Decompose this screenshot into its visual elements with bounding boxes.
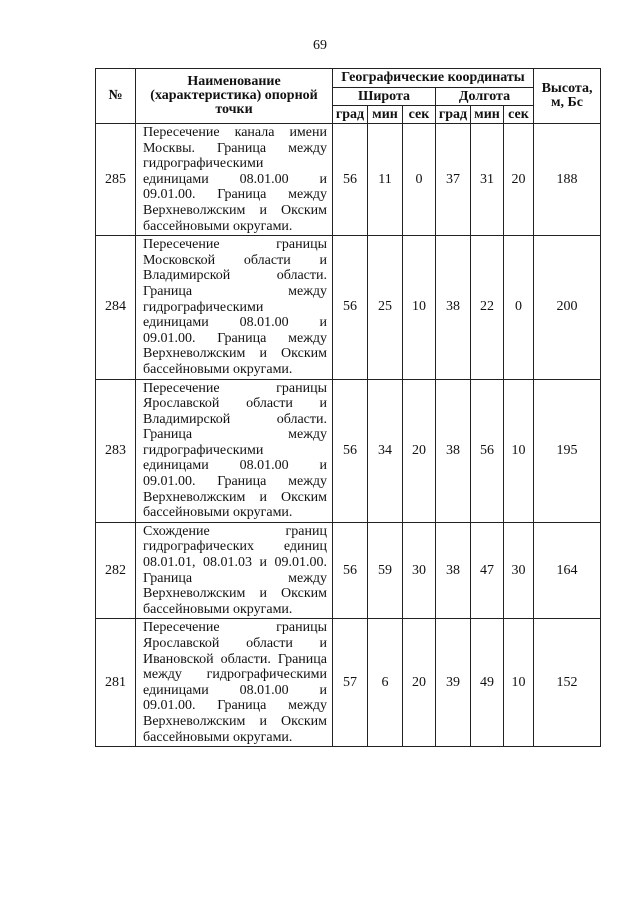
header-lon-deg: град xyxy=(436,106,471,124)
lat-sec: 20 xyxy=(403,619,436,747)
table-row xyxy=(96,379,601,522)
lon-deg: 38 xyxy=(436,379,471,522)
lat-min: 34 xyxy=(368,379,403,522)
row-description: Пересечение канала имени Москвы. Граница между гидрографическими единицами 08.01.00 и 09.01.00. Граница между Верхневолжским и Окским бассейновыми округами. xyxy=(136,124,333,236)
lat-min: 25 xyxy=(368,236,403,379)
table-row xyxy=(96,522,601,619)
lon-deg: 38 xyxy=(436,522,471,619)
lon-sec: 10 xyxy=(504,379,534,522)
lon-sec: 30 xyxy=(504,522,534,619)
row-height: 195 xyxy=(534,379,601,522)
row-number: 281 xyxy=(96,619,136,747)
header-height: Высота, м, Бс xyxy=(534,69,601,124)
lon-min: 22 xyxy=(471,236,504,379)
row-height: 188 xyxy=(534,124,601,236)
row-number: 284 xyxy=(96,236,136,379)
header-lon-min: мин xyxy=(471,106,504,124)
header-lat-deg: град xyxy=(333,106,368,124)
row-number: 285 xyxy=(96,124,136,236)
header-lon-sec: сек xyxy=(504,106,534,124)
row-description: Пересечение границы Московской области и Владимирской области. Граница между гидрографическими единицами 08.01.00 и 09.01.00. Граница между Верхневолжским и Окским бассейновыми округами. xyxy=(136,236,333,379)
header-longitude: Долгота xyxy=(436,88,534,106)
lon-min: 47 xyxy=(471,522,504,619)
header-coordinates: Географические координаты xyxy=(333,69,534,88)
lat-sec: 0 xyxy=(403,124,436,236)
lat-min: 6 xyxy=(368,619,403,747)
lat-deg: 56 xyxy=(333,124,368,236)
lon-sec: 10 xyxy=(504,619,534,747)
lat-sec: 10 xyxy=(403,236,436,379)
row-height: 152 xyxy=(534,619,601,747)
lon-min: 31 xyxy=(471,124,504,236)
lat-sec: 20 xyxy=(403,379,436,522)
lat-deg: 56 xyxy=(333,379,368,522)
lon-deg: 38 xyxy=(436,236,471,379)
lon-min: 56 xyxy=(471,379,504,522)
table-row xyxy=(96,619,601,747)
header-latitude: Широта xyxy=(333,88,436,106)
lat-sec: 30 xyxy=(403,522,436,619)
row-description: Пересечение границы Ярославской области и Ивановской области. Граница между гидрографическими единицами 08.01.00 и 09.01.00. Граница между Верхневолжским и Окским бассейновыми округами. xyxy=(136,619,333,747)
lat-min: 11 xyxy=(368,124,403,236)
header-number: № xyxy=(96,69,136,124)
table-row xyxy=(96,236,601,379)
table-row xyxy=(96,124,601,236)
lat-deg: 56 xyxy=(333,522,368,619)
row-height: 200 xyxy=(534,236,601,379)
lat-min: 59 xyxy=(368,522,403,619)
lat-deg: 56 xyxy=(333,236,368,379)
lon-sec: 20 xyxy=(504,124,534,236)
lon-deg: 39 xyxy=(436,619,471,747)
page-number: 69 xyxy=(313,38,327,53)
reference-points-table xyxy=(95,68,601,747)
row-number: 283 xyxy=(96,379,136,522)
lat-deg: 57 xyxy=(333,619,368,747)
header-lat-min: мин xyxy=(368,106,403,124)
header-lat-sec: сек xyxy=(403,106,436,124)
row-description: Схождение границ гидрографических единиц 08.01.01, 08.01.03 и 09.01.00. Граница между Верхневолжским и Окским бассейновыми округами. xyxy=(136,522,333,619)
header-name: Наименование (характеристика) опорной точки xyxy=(136,69,333,124)
row-number: 282 xyxy=(96,522,136,619)
lon-min: 49 xyxy=(471,619,504,747)
lon-sec: 0 xyxy=(504,236,534,379)
row-height: 164 xyxy=(534,522,601,619)
lon-deg: 37 xyxy=(436,124,471,236)
row-description: Пересечение границы Ярославской области и Владимирской области. Граница между гидрографическими единицами 08.01.00 и 09.01.00. Граница между Верхневолжским и Окским бассейновыми округами. xyxy=(136,379,333,522)
